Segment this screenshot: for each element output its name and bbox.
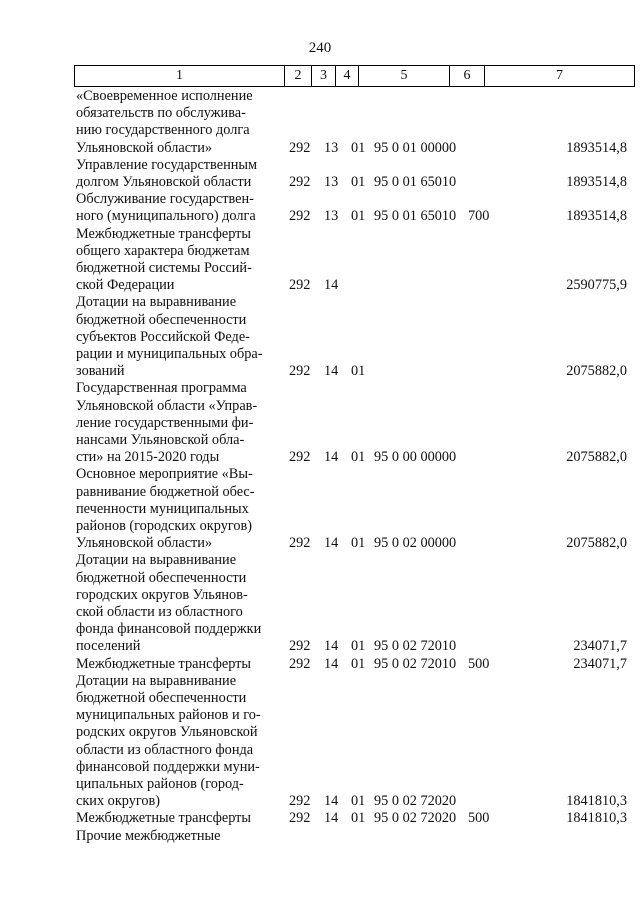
row-c3: 14 (324, 277, 339, 294)
table-row (0, 380, 640, 466)
row-c2: 292 (289, 363, 311, 380)
row-c3: 13 (324, 139, 339, 156)
header-col-7: 7 (485, 66, 635, 86)
row-c5: 95 0 01 65010 (374, 208, 457, 225)
row-c7: 1893514,8 (566, 173, 627, 190)
row-description: Межбюджетные трансферты (76, 810, 252, 827)
table-row (0, 191, 640, 225)
row-c4: 01 (351, 449, 366, 466)
header-col-5: 5 (359, 66, 450, 86)
table-row (0, 828, 640, 845)
row-c4: 01 (351, 363, 366, 380)
header-col-3: 3 (312, 66, 336, 86)
table-row (0, 673, 640, 811)
table-row (0, 466, 640, 552)
row-c4: 01 (351, 810, 366, 827)
table-row (0, 552, 640, 655)
row-c2: 292 (289, 449, 311, 466)
row-c3: 14 (324, 535, 339, 552)
row-c4: 01 (351, 208, 366, 225)
row-c7: 2075882,0 (566, 449, 627, 466)
row-c2: 292 (289, 173, 311, 190)
row-c5: 95 0 02 72020 (374, 793, 457, 810)
row-description: Обслуживание государствен- ного (муниципального) долга (76, 191, 256, 225)
row-c7: 1893514,8 (566, 139, 627, 156)
row-c5: 95 0 02 72020 (374, 810, 457, 827)
row-description: Дотации на выравнивание бюджетной обеспеченности субъектов Российской Феде- рации и муниципальных обра- зований (76, 294, 263, 380)
row-c4: 01 (351, 638, 366, 655)
row-c3: 14 (324, 655, 339, 672)
row-c4: 01 (351, 173, 366, 190)
row-c7: 2590775,9 (566, 277, 627, 294)
header-col-2: 2 (285, 66, 312, 86)
row-c3: 13 (324, 208, 339, 225)
row-c3: 13 (324, 173, 339, 190)
row-c2: 292 (289, 277, 311, 294)
row-c7: 1841810,3 (566, 793, 627, 810)
row-description: Межбюджетные трансферты общего характера бюджетам бюджетной системы Россий- ской Федерации (76, 225, 252, 294)
table-row (0, 656, 640, 673)
header-col-6: 6 (450, 66, 485, 86)
row-c7: 234071,7 (573, 638, 627, 655)
table-row (0, 88, 640, 157)
header-col-4: 4 (336, 66, 359, 86)
row-description: Государственная программа Ульяновской области «Управ- ление государственными фи- нансами Ульяновской обла- сти» на 2015-2020 годы (76, 380, 258, 466)
row-c2: 292 (289, 208, 311, 225)
row-c3: 14 (324, 810, 339, 827)
row-c2: 292 (289, 793, 311, 810)
row-c5: 95 0 01 00000 (374, 139, 457, 156)
row-c7: 2075882,0 (566, 535, 627, 552)
row-description: Основное мероприятие «Вы- равнивание бюджетной обес- печенности муниципальных районов (городских округов) Ульяновской области» (76, 466, 255, 552)
row-c2: 292 (289, 810, 311, 827)
row-c5: 95 0 02 00000 (374, 535, 457, 552)
row-c6: 500 (468, 655, 490, 672)
header-col-1: 1 (75, 66, 285, 86)
page-number: 240 (308, 40, 332, 56)
table-row (0, 294, 640, 380)
row-c7: 234071,7 (573, 655, 627, 672)
row-description: Дотации на выравнивание бюджетной обеспеченности городских округов Ульянов- ской области из областного фонда финансовой поддержки поселений (76, 552, 262, 655)
row-c3: 14 (324, 638, 339, 655)
row-c6: 700 (468, 208, 490, 225)
row-description: Дотации на выравнивание бюджетной обеспеченности муниципальных районов и го- родских округов Ульяновской области из областного фонда финансовой поддержки муни- ципальных районов (город- ских округов) (76, 672, 261, 810)
row-c5: 95 0 02 72010 (374, 638, 457, 655)
row-c2: 292 (289, 655, 311, 672)
row-c5: 95 0 02 72010 (374, 655, 457, 672)
table-row (0, 810, 640, 827)
row-c2: 292 (289, 535, 311, 552)
table-row (0, 226, 640, 295)
row-c2: 292 (289, 139, 311, 156)
row-c7: 2075882,0 (566, 363, 627, 380)
row-c7: 1841810,3 (566, 810, 627, 827)
row-c2: 292 (289, 638, 311, 655)
row-c5: 95 0 01 65010 (374, 173, 457, 190)
row-c7: 1893514,8 (566, 208, 627, 225)
table-row (0, 157, 640, 191)
table-header (74, 65, 635, 87)
row-c3: 14 (324, 793, 339, 810)
row-c4: 01 (351, 655, 366, 672)
row-c6: 500 (468, 810, 490, 827)
row-description: Управление государственным долгом Ульяновской области (76, 156, 258, 190)
row-c4: 01 (351, 139, 366, 156)
row-description: «Своевременное исполнение обязательств по обслужива- нию государственного долга Ульяновской области» (76, 88, 253, 156)
row-description: Межбюджетные трансферты (76, 655, 252, 672)
row-c4: 01 (351, 535, 366, 552)
row-c5: 95 0 00 00000 (374, 449, 457, 466)
row-description: Прочие межбюджетные (76, 827, 221, 844)
row-c3: 14 (324, 363, 339, 380)
row-c3: 14 (324, 449, 339, 466)
row-c4: 01 (351, 793, 366, 810)
